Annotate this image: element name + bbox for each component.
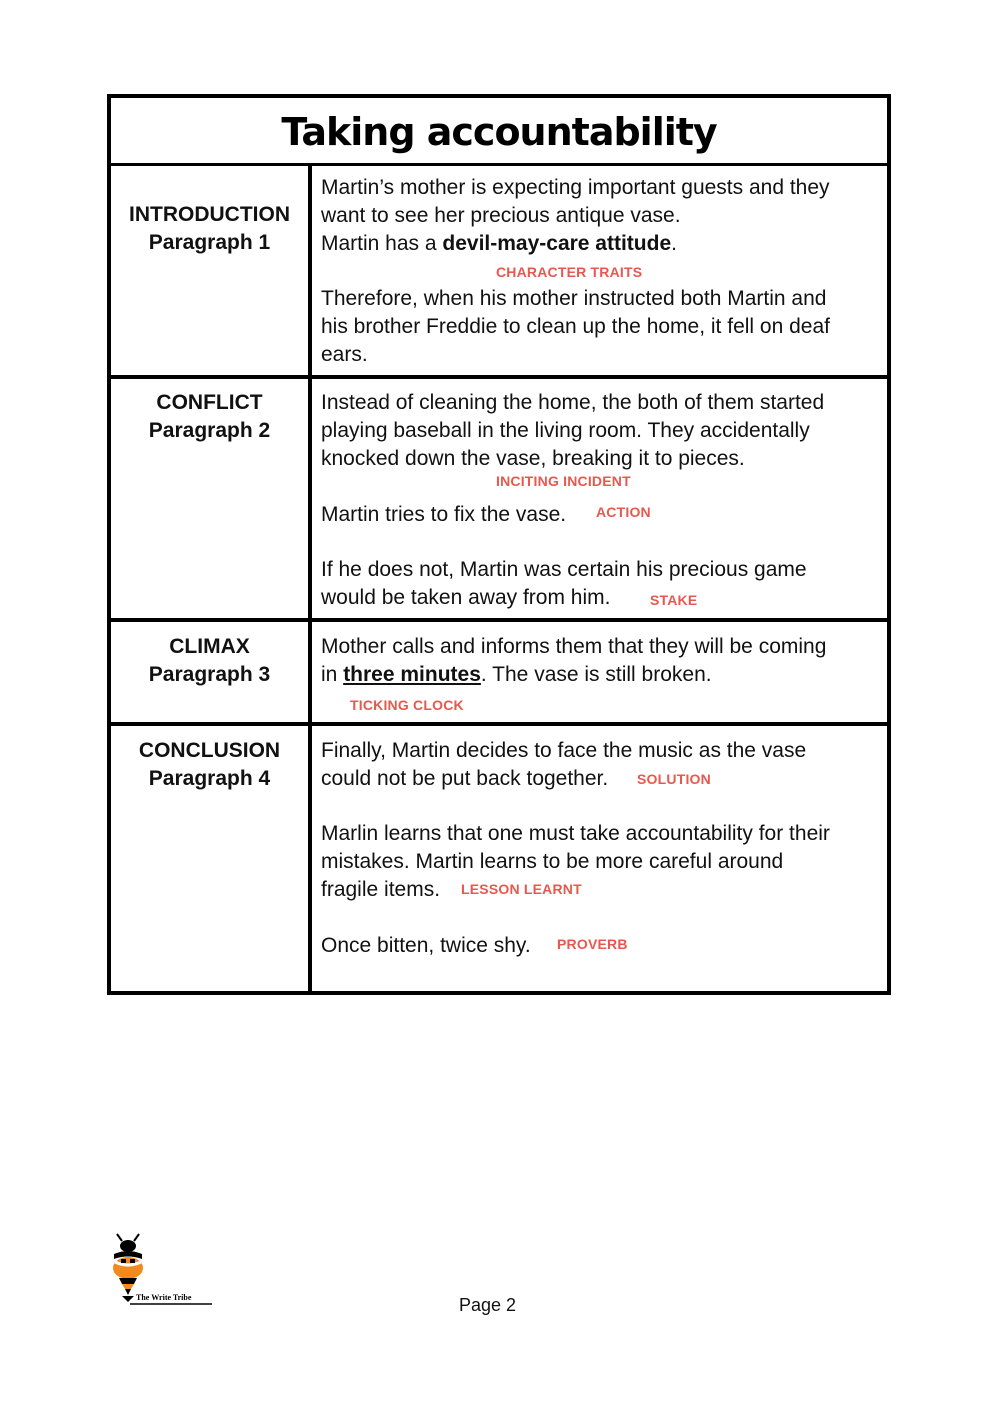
conclusion-line: mistakes. Martin learns to be more careful around: [321, 850, 784, 873]
conclusion-label-paragraph: Paragraph 4: [148, 767, 271, 790]
intro-line: his brother Freddie to clean up the home, it fell on deaf: [321, 315, 830, 338]
conflict-label-title: CONFLICT: [156, 391, 263, 414]
emphasis-text: three minutes: [343, 663, 481, 686]
conclusion-line: could not be put back together.: [321, 767, 609, 790]
bee-logo-icon: [108, 1232, 218, 1312]
conclusion-label: [111, 737, 308, 793]
intro-label: [111, 201, 308, 257]
conflict-label-paragraph: Paragraph 2: [148, 419, 271, 442]
climax-label-title: CLIMAX: [169, 635, 250, 658]
conclusion-label-title: CONCLUSION: [138, 739, 281, 762]
conclusion-text-block: [321, 737, 806, 793]
tag-inciting-incident: INCITING INCIDENT: [496, 473, 631, 489]
title-row: [111, 98, 887, 166]
intro-text-block: [321, 174, 830, 258]
tag-action: ACTION: [596, 504, 651, 520]
intro-text-block-2: [321, 285, 830, 369]
conflict-text-block: [321, 389, 824, 473]
tag-lesson-learnt: LESSON LEARNT: [461, 881, 582, 897]
climax-line: in three minutes. The vase is still broken.: [321, 663, 712, 686]
climax-label-paragraph: Paragraph 3: [148, 663, 271, 686]
conflict-line: knocked down the vase, breaking it to pieces.: [321, 447, 745, 470]
row-divider: [111, 618, 887, 622]
intro-label-title: INTRODUCTION: [129, 203, 290, 226]
page-number: Page 2: [459, 1295, 517, 1315]
tag-solution: SOLUTION: [637, 771, 711, 787]
tag-ticking-clock: TICKING CLOCK: [350, 697, 464, 713]
conflict-text-block-2: [321, 556, 807, 612]
intro-line: Therefore, when his mother instructed both Martin and: [321, 287, 827, 310]
column-divider: [308, 166, 312, 995]
page-title: Taking accountability: [281, 110, 717, 154]
tag-character-traits: CHARACTER TRAITS: [496, 264, 643, 280]
conclusion-line: Once bitten, twice shy.: [321, 934, 531, 957]
conclusion-line: Finally, Martin decides to face the music as the vase: [321, 739, 807, 762]
conflict-line: If he does not, Martin was certain his precious game: [321, 558, 807, 581]
logo-text: The Write Tribe: [136, 1293, 192, 1302]
conclusion-line: fragile items.: [321, 878, 441, 901]
intro-line: Martin has a devil-may-care attitude.: [321, 232, 677, 255]
climax-text-block: [321, 633, 826, 689]
conflict-label: [111, 389, 308, 445]
climax-label: [111, 633, 308, 689]
intro-line: ears.: [321, 343, 368, 366]
conflict-line: Martin tries to fix the vase.: [321, 503, 567, 526]
row-divider: [111, 375, 887, 379]
intro-line: want to see her precious antique vase.: [321, 204, 681, 227]
conflict-line: Instead of cleaning the home, the both of them started: [321, 391, 825, 414]
intro-line: Martin’s mother is expecting important guests and they: [321, 176, 830, 199]
tag-proverb: PROVERB: [557, 936, 628, 952]
intro-label-paragraph: Paragraph 1: [148, 231, 271, 254]
row-divider: [111, 722, 887, 726]
story-plan-table: [107, 94, 891, 995]
emphasis-text: devil-may-care attitude: [442, 232, 672, 255]
tag-stake: STAKE: [650, 592, 698, 608]
conclusion-line: Marlin learns that one must take accountability for their: [321, 822, 830, 845]
conflict-line: would be taken away from him.: [321, 586, 611, 609]
climax-line: Mother calls and informs them that they will be coming: [321, 635, 827, 658]
conflict-line: playing baseball in the living room. They accidentally: [321, 419, 810, 442]
